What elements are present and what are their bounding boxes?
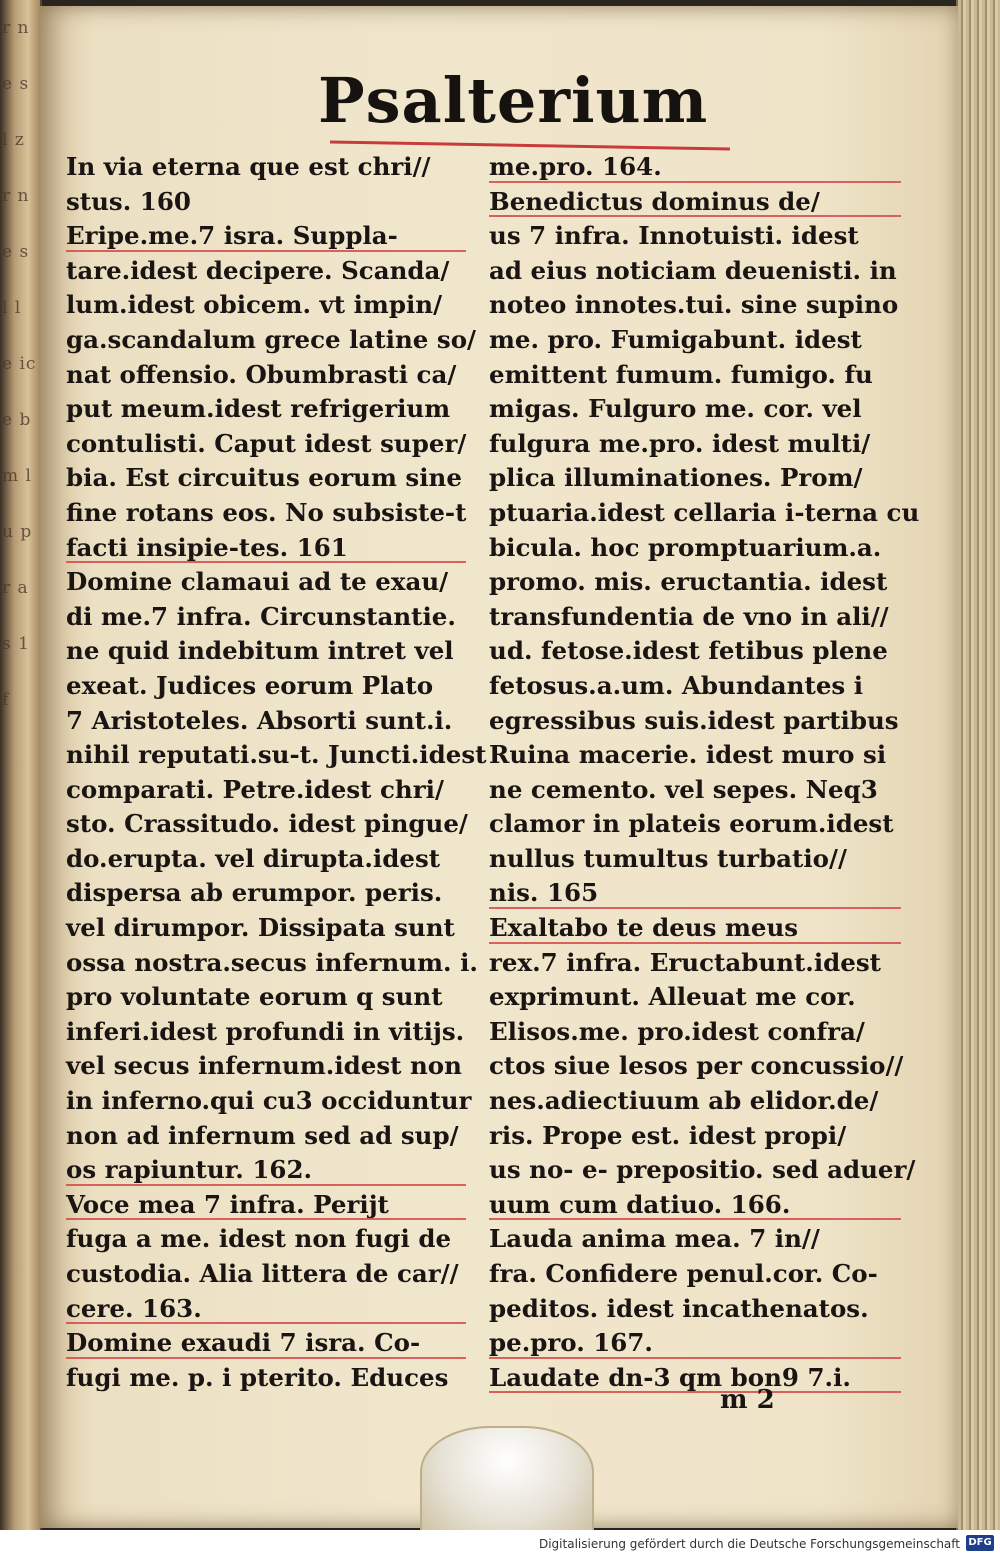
text-line: do.erupta. vel dirupta.idest: [66, 843, 441, 873]
text-line: fine rotans eos. No subsiste-t: [66, 497, 467, 527]
rubric-stroke: [66, 1357, 466, 1359]
text-line: Elisos.me. pro.idest confra/: [489, 1016, 865, 1046]
text-line: in inferno.qui cu3 occiduntur: [66, 1086, 472, 1116]
text-line: ud. fetose.idest fetibus plene: [489, 636, 888, 666]
text-line: transfundentia de vno in ali//: [489, 601, 889, 631]
text-line: fuga a me. idest non fugi de: [66, 1224, 452, 1254]
text-line: promo. mis. eructantia. idest: [489, 567, 888, 597]
running-head: Psalterium: [318, 64, 709, 137]
paper-damage-spot: [420, 1426, 594, 1540]
text-line: ptuaria.idest cellaria i-terna cu: [489, 497, 920, 527]
text-line: exprimunt. Alleuat me cor.: [489, 982, 856, 1012]
text-line: us 7 infra. Innotuisti. idest: [489, 221, 859, 251]
text-line: emittent fumum. fumigo. fu: [489, 359, 873, 389]
book-fore-edge: [956, 0, 1000, 1530]
right-text-column: [489, 150, 920, 1395]
text-line: nihil reputati.su-t. Juncti.idest: [66, 740, 487, 770]
text-line: sto. Crassitudo. idest pingue/: [66, 809, 468, 839]
text-line: fetosus.a.um. Abundantes i: [489, 670, 864, 700]
text-line: me.pro. 164.: [489, 150, 901, 185]
text-line: non ad infernum sed ad sup/: [66, 1120, 459, 1150]
text-line: rex.7 infra. Eructabunt.idest: [489, 947, 881, 977]
text-line: pro voluntate eorum q sunt: [66, 982, 443, 1012]
text-line: put meum.idest refrigerium: [66, 394, 451, 424]
text-line: exeat. Judices eorum Plato: [66, 670, 434, 700]
text-line: Exaltabo te deus meus: [489, 911, 901, 946]
text-line: In via eterna que est chri//: [66, 152, 431, 181]
adjacent-page-text-fragments: r n e s l z r n e s l l e ic e b m l u p r a s 1 f: [2, 18, 37, 710]
text-line: inferi.idest profundi in vitijs.: [66, 1016, 465, 1046]
text-line: clamor in plateis eorum.idest: [489, 809, 894, 839]
text-line: Eripe.me.7 isra. Suppla-: [66, 219, 466, 254]
text-line: comparati. Petre.idest chri/: [66, 774, 444, 804]
text-line: uum cum datiuo. 166.: [489, 1188, 901, 1223]
text-line: contulisti. Caput idest super/: [66, 428, 467, 458]
rubric-stroke: [489, 907, 901, 909]
signature-mark: m 2: [720, 1385, 775, 1415]
rubric-stroke: [489, 181, 901, 183]
text-line: nis. 165: [489, 876, 901, 911]
text-line: vel dirumpor. Dissipata sunt: [66, 913, 455, 943]
rubric-stroke: [66, 1218, 466, 1220]
text-line: bia. Est circuitus eorum sine: [66, 463, 462, 493]
rubric-stroke: [489, 1391, 901, 1393]
text-line: ctos siue lesos per concussio//: [489, 1051, 904, 1081]
rubric-stroke: [489, 215, 901, 217]
text-line: nat offensio. Obumbrasti ca/: [66, 359, 457, 389]
text-line: peditos. idest incathenatos.: [489, 1293, 869, 1323]
text-line: os rapiuntur. 162.: [66, 1153, 466, 1188]
text-line: custodia. Alia littera de car//: [66, 1259, 459, 1288]
text-line: nes.adiectiuum ab elidor.de/: [489, 1086, 879, 1116]
text-line: ad eius noticiam deuenisti. in: [489, 255, 897, 285]
text-line: us no- e- prepositio. sed aduer/: [489, 1155, 916, 1185]
text-line: Domine clamaui ad te exau/: [66, 567, 449, 597]
left-text-column: [66, 150, 487, 1395]
text-line: 7 Aristoteles. Absorti sunt.i.: [66, 705, 453, 735]
rubric-stroke: [489, 1357, 901, 1359]
rubric-stroke: [66, 1322, 466, 1324]
text-line: ne quid indebitum intret vel: [66, 636, 454, 666]
rubric-stroke: [489, 1218, 901, 1220]
text-line: Laudate dn-3 qm bon9 7.i.: [489, 1361, 901, 1396]
text-line: facti insipie-tes. 161: [66, 531, 466, 566]
text-line: di me.7 infra. Circunstantie.: [66, 601, 456, 631]
text-line: me. pro. Fumigabunt. idest: [489, 324, 862, 354]
text-line: Ruina macerie. idest muro si: [489, 740, 887, 770]
text-line: Domine exaudi 7 isra. Co-: [66, 1326, 466, 1361]
text-line: vel secus infernum.idest non: [66, 1051, 462, 1081]
text-line: noteo innotes.tui. sine supino: [489, 290, 899, 320]
dfg-logo: DFG: [966, 1535, 994, 1551]
text-line: pe.pro. 167.: [489, 1326, 901, 1361]
footer-credit: Digitalisierung gefördert durch die Deutsche Forschungsgemeinschaft: [538, 1537, 960, 1551]
text-line: fugi me. p. i pterito. Educes: [66, 1362, 449, 1392]
text-line: stus. 160: [66, 186, 191, 216]
text-line: nullus tumultus turbatio//: [489, 843, 847, 873]
adjacent-page-edge: [0, 0, 42, 1530]
text-line: tare.idest decipere. Scanda/: [66, 255, 450, 285]
text-line: dispersa ab erumpor. peris.: [66, 878, 443, 908]
text-line: bicula. hoc promptuarium.a.: [489, 532, 882, 562]
text-line: Benedictus dominus de/: [489, 185, 901, 220]
text-line: fulgura me.pro. idest multi/: [489, 428, 871, 458]
text-line: egressibus suis.idest partibus: [489, 705, 899, 735]
text-line: migas. Fulguro me. cor. vel: [489, 394, 862, 424]
text-line: plica illuminationes. Prom/: [489, 463, 863, 493]
rubric-stroke: [489, 942, 901, 944]
text-line: Lauda anima mea. 7 in//: [489, 1224, 820, 1254]
text-line: Voce mea 7 infra. Perijt: [66, 1188, 466, 1223]
text-line: cere. 163.: [66, 1292, 466, 1327]
text-line: ga.scandalum grece latine so/: [66, 324, 476, 354]
text-line: ne cemento. vel sepes. Neq3: [489, 774, 878, 804]
text-line: ris. Prope est. idest propi/: [489, 1120, 847, 1150]
rubric-stroke: [66, 1184, 466, 1186]
text-line: ossa nostra.secus infernum. i.: [66, 947, 478, 977]
rubric-stroke: [66, 250, 466, 252]
text-line: fra. Confidere penul.cor. Co-: [489, 1259, 878, 1288]
digitization-footer: [0, 1530, 1000, 1559]
rubric-stroke: [66, 561, 466, 563]
text-line: lum.idest obicem. vt impin/: [66, 290, 443, 320]
